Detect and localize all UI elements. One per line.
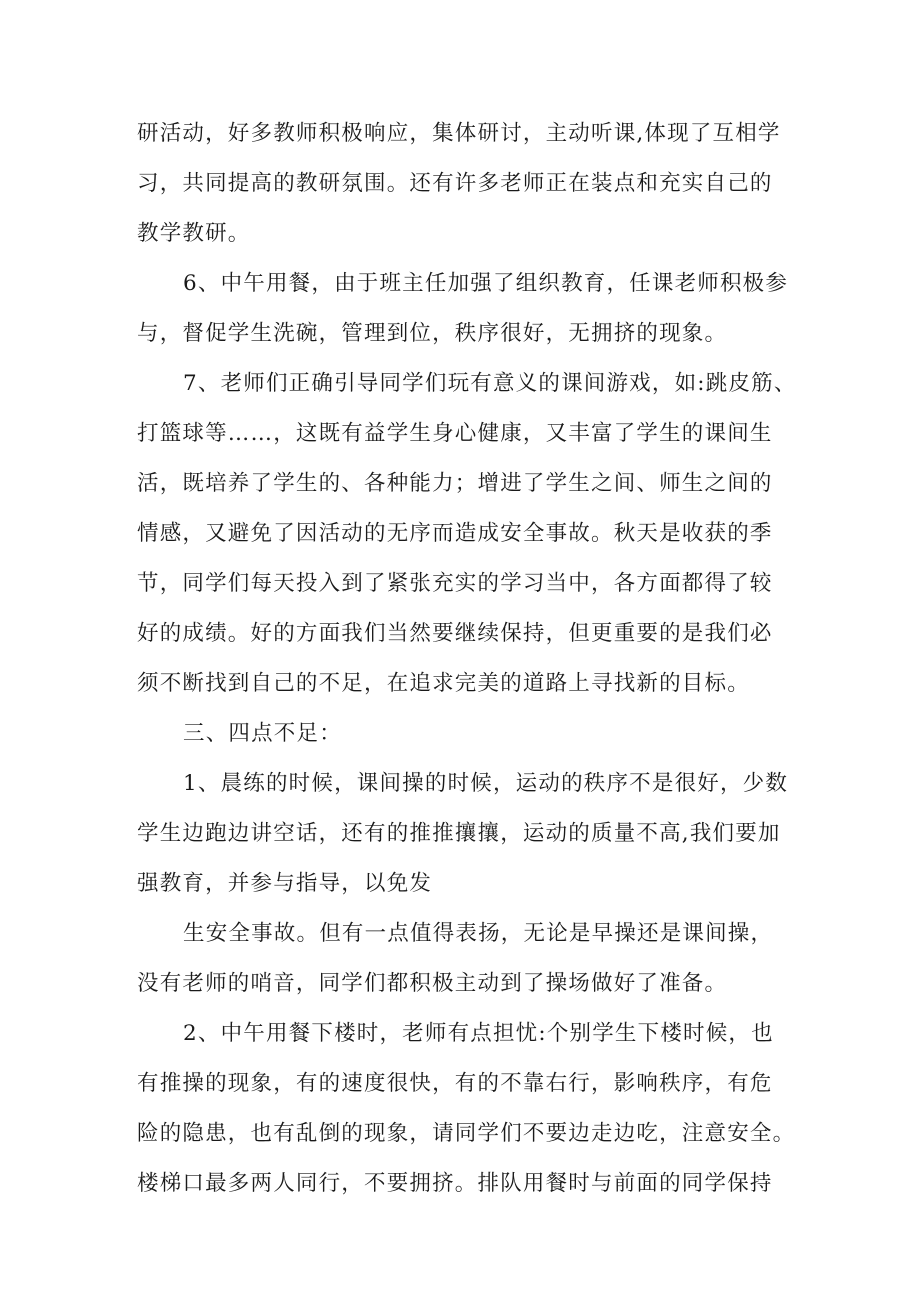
text-line-9: 情感，又避免了因活动的无序而造成安全事故。秋天是收获的季: [137, 521, 773, 546]
text-line-21: 险的隐患，也有乱倒的现象，请同学们不要边走边吃，注意安全。: [137, 1121, 796, 1146]
text-line-18: 没有老师的哨音，同学们都积极主动到了操场做好了准备。: [137, 971, 728, 996]
text-line-6: 7、老师们正确引导同学们玩有意义的课间游戏，如:跳皮筋、: [183, 371, 797, 396]
section-heading: 三、四点不足：: [183, 721, 342, 746]
text-line-14: 1、晨练的时候，课间操的时候，运动的秩序不是很好，少数: [183, 771, 789, 796]
text-line-1: 研活动，好多教师积极响应，集体研讨，主动听课,体现了互相学: [137, 121, 781, 146]
text-line-2: 习，共同提高的教研氛围。还有许多老师正在装点和充实自己的: [137, 171, 773, 196]
text-line-20: 有推操的现象，有的速度很快，有的不靠右行，影响秩序，有危: [137, 1071, 773, 1096]
text-line-5: 与，督促学生洗碗，管理到位，秩序很好，无拥挤的现象。: [137, 321, 728, 346]
text-line-4: 6、中午用餐，由于班主任加强了组织教育，任课老师积极参: [183, 271, 789, 296]
text-line-22: 楼梯口最多两人同行，不要拥挤。排队用餐时与前面的同学保持: [137, 1171, 773, 1196]
text-line-11: 好的成绩。好的方面我们当然要继续保持，但更重要的是我们必: [137, 621, 773, 646]
text-line-8: 活，既培养了学生的、各种能力；增进了学生之间、师生之间的: [137, 471, 773, 496]
text-line-19: 2、中午用餐下楼时，老师有点担忧:个别学生下楼时候，也: [183, 1021, 774, 1046]
text-line-7: 打篮球等……，这既有益学生身心健康，又丰富了学生的课间生: [137, 421, 773, 446]
text-line-12: 须不断找到自己的不足，在追求完美的道路上寻找新的目标。: [137, 671, 750, 696]
text-line-16: 强教育，并参与指导，以免发: [137, 871, 433, 896]
text-line-10: 节，同学们每天投入到了紧张充实的学习当中，各方面都得了较: [137, 571, 773, 596]
text-line-17: 生安全事故。但有一点值得表扬，无论是早操还是课间操，: [183, 921, 774, 946]
text-line-15: 学生边跑边讲空话，还有的推推攘攘，运动的质量不高,我们要加: [137, 821, 781, 846]
text-line-3: 教学教研。: [137, 221, 251, 246]
